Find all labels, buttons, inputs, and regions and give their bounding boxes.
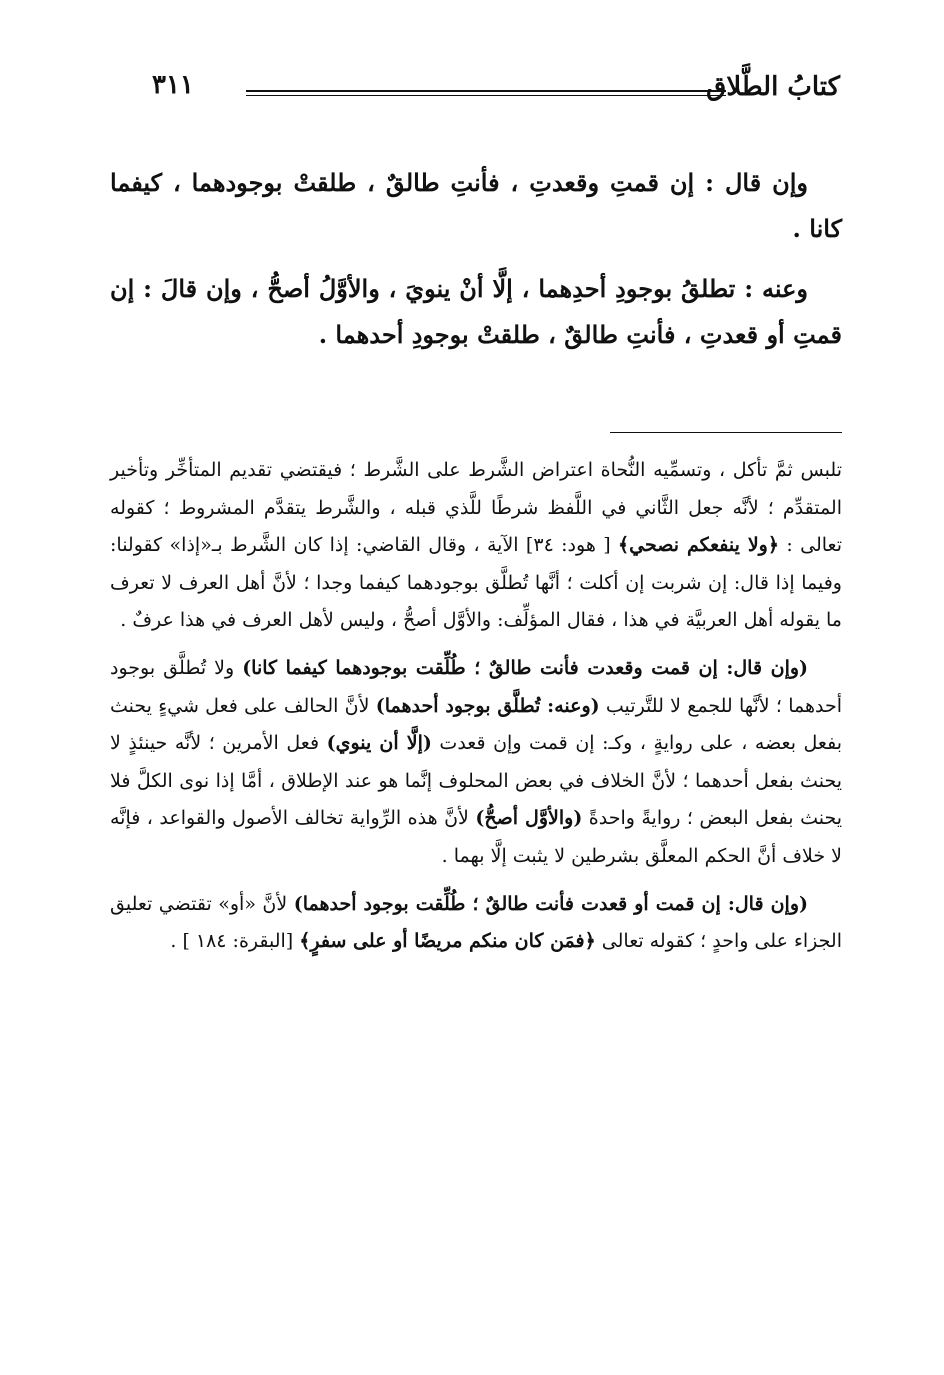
quran-quote: ﴿فمَن كان منكم مريضًا أو على سفرٍ﴾ — [299, 930, 596, 953]
commentary-text: لأنَّ هذه الرِّواية تخالف الأصول والقواعد ، فإنَّه لا خلاف أنَّ الحكم المعلَّق بشرطين لا يثبت إلَّا بهما . — [110, 807, 842, 867]
commentary-text: [ هود: ٣٤] الآية ، وقال القاضي: إذا كان الشَّرط بـ«إذا» كقولنا: وفيما إذا قال: إن شربت إن أكلت ؛ أنَّها تُطلَّق بوجودهما كيفما وجدا ؛ لأنَّ أهل العرف لا تعرف ما يقوله أهل العربيَّة في هذا ، فقال المؤلِّف: والأوَّل أصحُّ ، وليس لأهل العرف في هذا عرفٌ . — [110, 534, 842, 632]
main-text — [110, 160, 842, 372]
running-header-title: كتابُ الطَّلاق — [706, 72, 840, 102]
commentary-paragraph-1 — [110, 452, 842, 640]
matn-quote: (إلَّا أن ينوي) — [326, 732, 432, 755]
commentary-paragraph-3 — [110, 886, 842, 961]
matn-paragraph-2: وعنه : تطلقُ بوجودِ أحدِهما ، إلَّا أنْ ينويَ ، والأوَّلُ أصحُّ ، وإن قالَ : إن قمتِ أو قعدتِ ، فأنتِ طالقٌ ، طلقتْ بوجودِ أحدهما . — [110, 274, 842, 349]
footnote-separator — [610, 432, 842, 433]
commentary-text: [البقرة: ١٨٤ ] . — [170, 930, 300, 953]
quran-quote: ﴿ولا ينفعكم نصحي﴾ — [618, 534, 779, 557]
matn-quote: (وإن قال: إن قمت أو قعدت فأنت طالقٌ ؛ طُلِّقت بوجود أحدهما) — [293, 892, 808, 915]
commentary-text: تلبس ثمَّ تأكل ، وتسمِّيه النُّحاة اعتراض الشَّرط على الشَّرط ؛ فيقتضي تقديم المتأخِّر وتأخير المتقدِّم ؛ لأنَّه جعل الثَّاني في اللَّفظ شرطًا للَّذي قبله ، والشَّرط يتقدَّم المشروط ؛ كقوله تعالى : — [110, 459, 843, 557]
matn-quote: (والأوَّل أصحُّ) — [475, 807, 583, 830]
commentary-text: لأنَّ الحالف على فعل شيءٍ يحنث بفعل بعضه ، على روايةٍ ، وكـ: إن قمت وإن قعدت — [110, 694, 843, 755]
matn-quote: (وعنه: تُطلَّق بوجود أحدهما) — [375, 694, 600, 717]
matn-paragraph-1: وإن قال : إن قمتِ وقعدتِ ، فأنتِ طالقٌ ، طلقتْ بوجودهما ، كيفما كانا . — [110, 168, 842, 243]
header-rule-thin — [246, 95, 726, 96]
header-rule — [246, 90, 726, 92]
commentary-text: لأنَّ «أو» تقتضي تعليق الجزاء على واحدٍ ؛ كقوله تعالى — [110, 892, 842, 953]
commentary-paragraph-2 — [110, 650, 842, 876]
commentary-text: فعل الأمرين ؛ لأنَّه حينئذٍ لا يحنث بفعل أحدهما ؛ لأنَّ الخلاف في بعض المحلوف إنَّما هو عند الإطلاق ، أمَّا إذا نوى الكلَّ فلا يحنث بفعل البعض ؛ روايةً واحدةً — [110, 732, 843, 830]
page-number: ٣١١ — [152, 70, 194, 100]
commentary-text: ولا تُطلَّق بوجود أحدهما ؛ لأنَّها للجمع لا للتَّرتيب — [110, 656, 842, 717]
matn-quote: (وإن قال: إن قمت وقعدت فأنت طالقٌ ؛ طُلِّقت بوجودهما كيفما كانا) — [242, 656, 809, 679]
commentary — [110, 452, 842, 971]
